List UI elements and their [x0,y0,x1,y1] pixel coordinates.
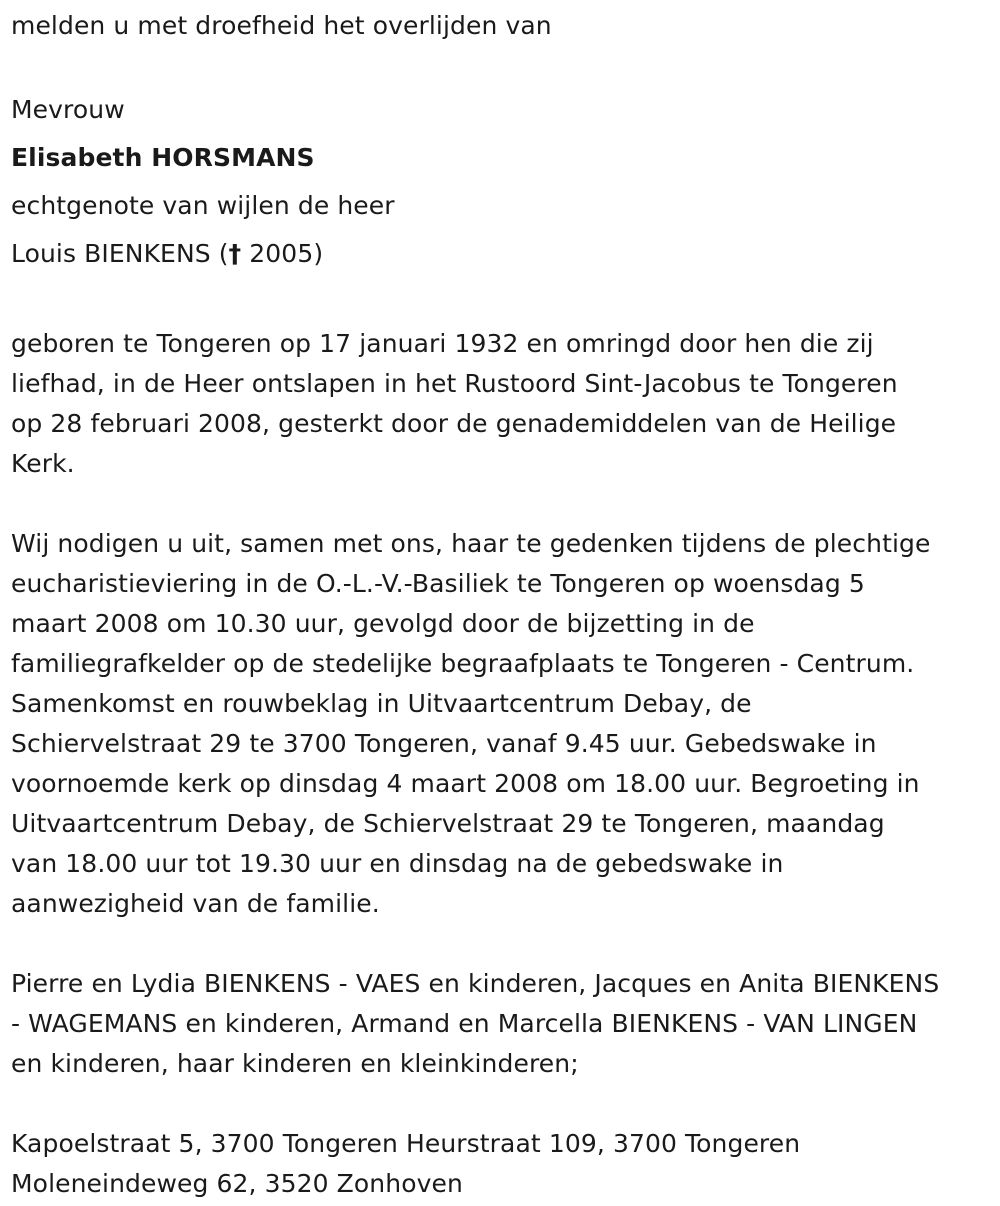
paragraph-line: - WAGEMANS en kinderen, Armand en Marcella BIENKENS - VAN LINGEN [11,1009,918,1038]
spouse-death-year: 2005) [241,239,324,268]
intro-text: melden u met droefheid het overlijden van [11,11,552,40]
paragraph-line: Uitvaartcentrum Debay, de Schiervelstraat 29 te Tongeren, maandag [11,809,885,838]
spouse-line [11,230,991,278]
paragraph-line: eucharistieviering in de O.-L.-V.-Basiliek te Tongeren op woensdag 5 [11,569,865,598]
paragraph-line: aanwezigheid van de familie. [11,889,380,918]
relation-text: echtgenote van wijlen de heer [11,191,395,220]
paragraph-line: Kerk. [11,449,75,478]
deceased-title: Mevrouw [11,95,125,124]
paragraph-line: liefhad, in de Heer ontslapen in het Rustoord Sint-Jacobus te Tongeren [11,369,898,398]
address-line: Moleneindeweg 62, 3520 Zonhoven [11,1169,463,1198]
paragraph-line: van 18.00 uur tot 19.30 uur en dinsdag na de gebedswake in [11,849,784,878]
paragraph-line: Wij nodigen u uit, samen met ons, haar te gedenken tijdens de plechtige [11,529,931,558]
paragraph-line: Samenkomst en rouwbeklag in Uitvaartcentrum Debay, de [11,689,752,718]
family-paragraph [11,964,991,1084]
paragraph-line: voornoemde kerk op dinsdag 4 maart 2008 om 18.00 uur. Begroeting in [11,769,920,798]
cross-icon: † [228,239,242,268]
paragraph-line: Pierre en Lydia BIENKENS - VAES en kinderen, Jacques en Anita BIENKENS [11,969,940,998]
paragraph-line: geboren te Tongeren op 17 januari 1932 en omringd door hen die zij [11,329,874,358]
birth-paragraph [11,324,991,484]
paragraph-line: maart 2008 om 10.30 uur, gevolgd door de bijzetting in de [11,609,755,638]
paragraph-line: familiegrafkelder op de stedelijke begraafplaats te Tongeren - Centrum. [11,649,915,678]
paragraph-line: op 28 februari 2008, gesterkt door de genademiddelen van de Heilige [11,409,897,438]
paragraph-line: en kinderen, haar kinderen en kleinkinderen; [11,1049,579,1078]
spouse-name: Louis BIENKENS ( [11,239,229,268]
paragraph-line: Schiervelstraat 29 te 3700 Tongeren, vanaf 9.45 uur. Gebedswake in [11,729,877,758]
service-paragraph [11,524,991,924]
address-block [11,1124,991,1204]
address-line: Kapoelstraat 5, 3700 Tongeren Heurstraat 109, 3700 Tongeren [11,1129,801,1158]
death-notice [11,0,991,1204]
deceased-name: Elisabeth HORSMANS [11,143,315,172]
